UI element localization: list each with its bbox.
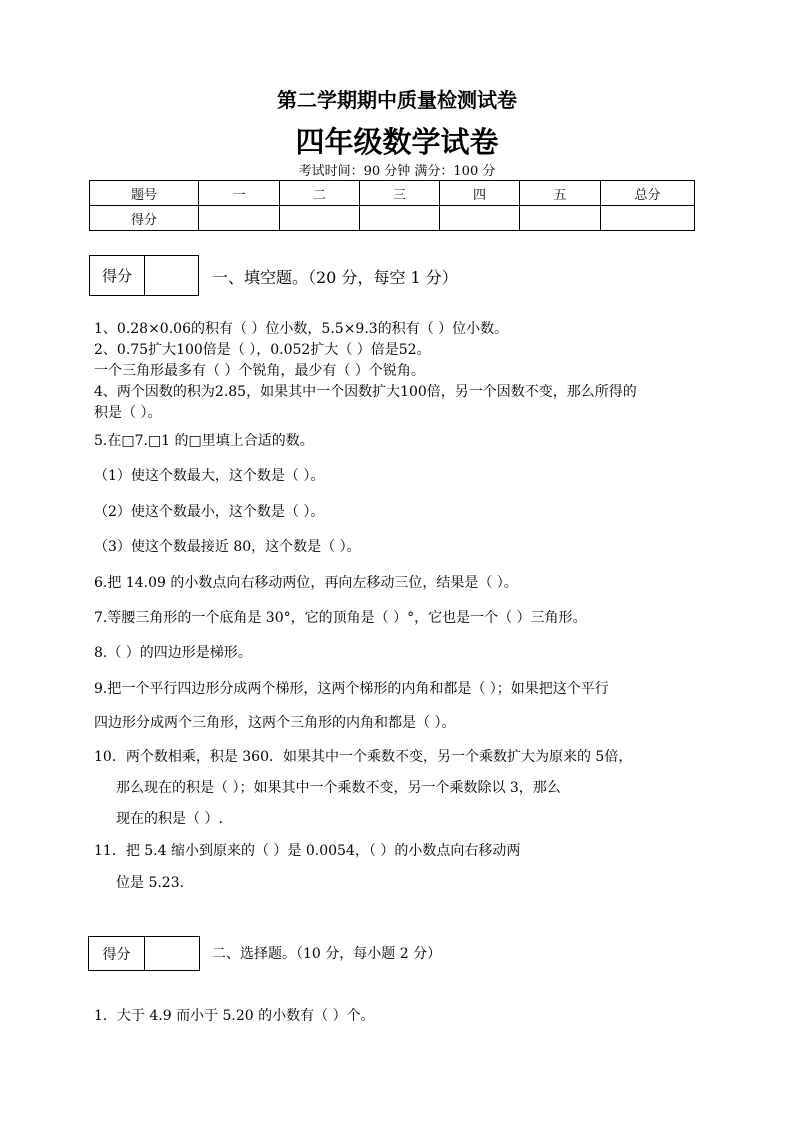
score-header-cell: 四 [440, 181, 520, 206]
section2-title: 二、选择题。（10 分，每小题 2 分） [212, 946, 442, 962]
question-line: 7.等腰三角形的一个底角是 30°，它的顶角是（ ）°，它也是一个（ ）三角形。 [94, 610, 587, 626]
question-line: 2、0.75扩大100倍是（ ），0.052扩大（ ）倍是52。 [94, 342, 431, 358]
score-table-score-row [90, 206, 695, 231]
score-header-cell: 五 [520, 181, 601, 206]
question-line: 一个三角形最多有（ ）个锐角，最少有（ ）个锐角。 [94, 363, 425, 379]
question-line: （2）使这个数最小，这个数是（ ）。 [94, 504, 325, 520]
section1-score-input[interactable] [145, 256, 198, 295]
question-line: 那么现在的积是（ ）；如果其中一个乘数不变，另一个乘数除以 3，那么 [116, 780, 561, 796]
score-row-label: 得分 [90, 206, 199, 231]
score-header-cell: 三 [360, 181, 440, 206]
question-line: （1）使这个数最大，这个数是（ ）。 [94, 468, 325, 484]
score-cell[interactable] [520, 206, 601, 231]
score-cell[interactable] [440, 206, 520, 231]
score-header-cell: 二 [280, 181, 360, 206]
question-line: 积是（ ）。 [94, 405, 162, 421]
question-line: 10．两个数相乘，积是 360．如果其中一个乘数不变，另一个乘数扩大为原来的 5倍， [94, 749, 633, 765]
score-table [89, 180, 695, 231]
score-header-cell: 题号 [90, 181, 199, 206]
score-table-header-row [90, 181, 695, 206]
question-line: 11．把 5.4 缩小到原来的（ ）是 0.0054，（ ）的小数点向右移动两 [94, 843, 521, 859]
score-cell[interactable] [199, 206, 280, 231]
score-cell[interactable] [360, 206, 440, 231]
score-header-cell: 总分 [601, 181, 695, 206]
exam-title: 第二学期期中质量检测试卷 [277, 88, 517, 112]
score-cell[interactable] [601, 206, 695, 231]
section2-score-box [88, 936, 200, 971]
score-header-cell: 一 [199, 181, 280, 206]
question-line: （3）使这个数最接近 80，这个数是（ ）。 [94, 539, 361, 555]
exam-meta: 考试时间：90 分钟 满分：100 分 [298, 164, 496, 179]
question-line: 5.在□7.□1 的□里填上合适的数。 [94, 433, 314, 449]
score-cell[interactable] [280, 206, 360, 231]
question-line: 8.（ ）的四边形是梯形。 [94, 645, 252, 661]
section2-score-input[interactable] [145, 937, 199, 970]
question-line: 9.把一个平行四边形分成两个梯形，这两个梯形的内角和都是（ ）；如果把这个平行 [94, 681, 609, 697]
question-line: 4、两个因数的积为2.85，如果其中一个因数扩大100倍，另一个因数不变，那么所得的 [94, 384, 637, 400]
question-line: 6.把 14.09 的小数点向右移动两位，再向左移动三位，结果是（ ）。 [94, 575, 518, 591]
question-line: 1、0.28×0.06的积有（ ）位小数，5.5×9.3的积有（ ）位小数。 [94, 321, 509, 337]
question-line: 现在的积是（ ）. [116, 811, 223, 827]
section1-title: 一、填空题。（20 分，每空 1 分） [212, 268, 458, 287]
question-line: 1．大于 4.9 而小于 5.20 的小数有（ ）个。 [94, 1008, 375, 1024]
question-line: 位是 5.23. [116, 875, 185, 891]
section2-score-label: 得分 [89, 937, 145, 970]
exam-subtitle: 四年级数学试卷 [295, 125, 499, 159]
section1-score-box [89, 255, 199, 296]
question-line: 四边形分成两个三角形，这两个三角形的内角和都是（ ）。 [94, 715, 456, 731]
section1-score-label: 得分 [90, 256, 145, 295]
